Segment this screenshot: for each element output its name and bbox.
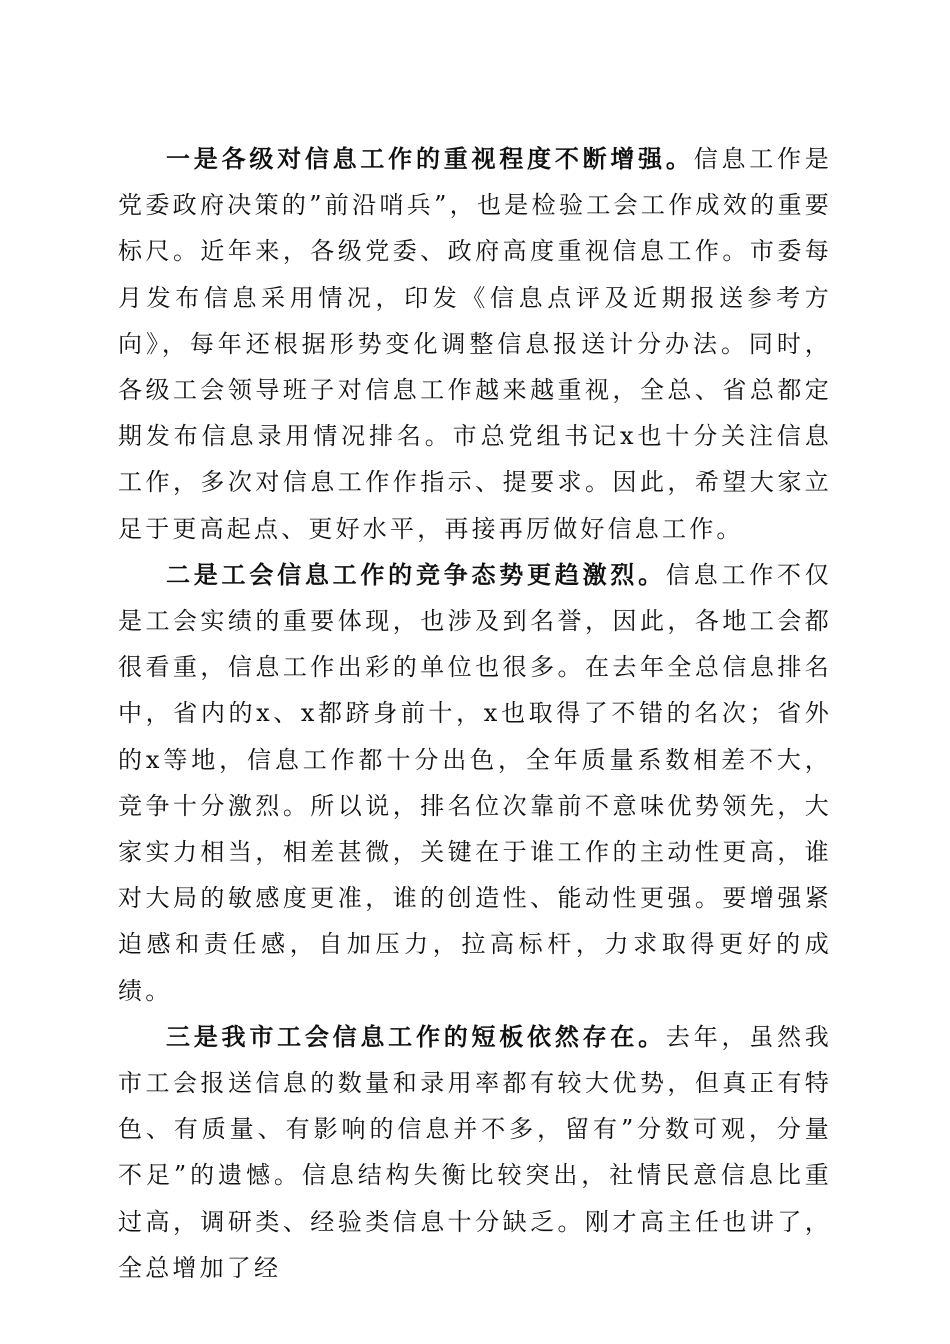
paragraph-2-body: 信息工作不仅是工会实绩的重要体现，也涉及到名誉，因此，各地工会都很看重，信息工作出彩的单位也很多。在去年全总信息排名中，省内的x、x都跻身前十，x也取得了不错的名次；省外的x等地，信息工作都十分出色，全年质量系数相差不大，竞争十分激烈。所以说，排名位次靠前不意味优势领先，大家实力相当，相差甚微，关键在于谁工作的主动性更高，谁对大局的敏感度更准，谁的创造性、能动性更强。要增强紧迫感和责任感，自加压力，拉高标杆，力求取得更好的成绩。	[118, 560, 832, 1005]
paragraph-3	[118, 1014, 832, 1291]
paragraph-1	[118, 136, 832, 552]
paragraph-3-body: 去年，虽然我市工会报送信息的数量和录用率都有较大优势，但真正有特色、有质量、有影响的信息并不多，留有”分数可观，分量不足”的遗憾。信息结构失衡比较突出，社情民意信息比重过高，调研类、经验类信息十分缺乏。刚才高主任也讲了，全总增加了经	[118, 1022, 832, 1282]
paragraph-2	[118, 552, 832, 1014]
paragraph-1-lead: 一是各级对信息工作的重视程度不断增强。	[166, 144, 694, 173]
paragraph-1-body: 信息工作是党委政府决策的”前沿哨兵”，也是检验工会工作成效的重要标尺。近年来，各级党委、政府高度重视信息工作。市委每月发布信息采用情况，印发《信息点评及近期报送参考方向》，每年还根据形势变化调整信息报送计分办法。同时，各级工会领导班子对信息工作越来越重视，全总、省总都定期发布信息录用情况排名。市总党组书记x也十分关注信息工作，多次对信息工作作指示、提要求。因此，希望大家立足于更高起点、更好水平，再接再厉做好信息工作。	[118, 145, 832, 543]
paragraph-3-lead: 三是我市工会信息工作的短板依然存在。	[166, 1021, 666, 1051]
paragraph-2-lead: 二是工会信息工作的竞争态势更趋激烈。	[166, 559, 666, 589]
document-body	[118, 136, 832, 1291]
